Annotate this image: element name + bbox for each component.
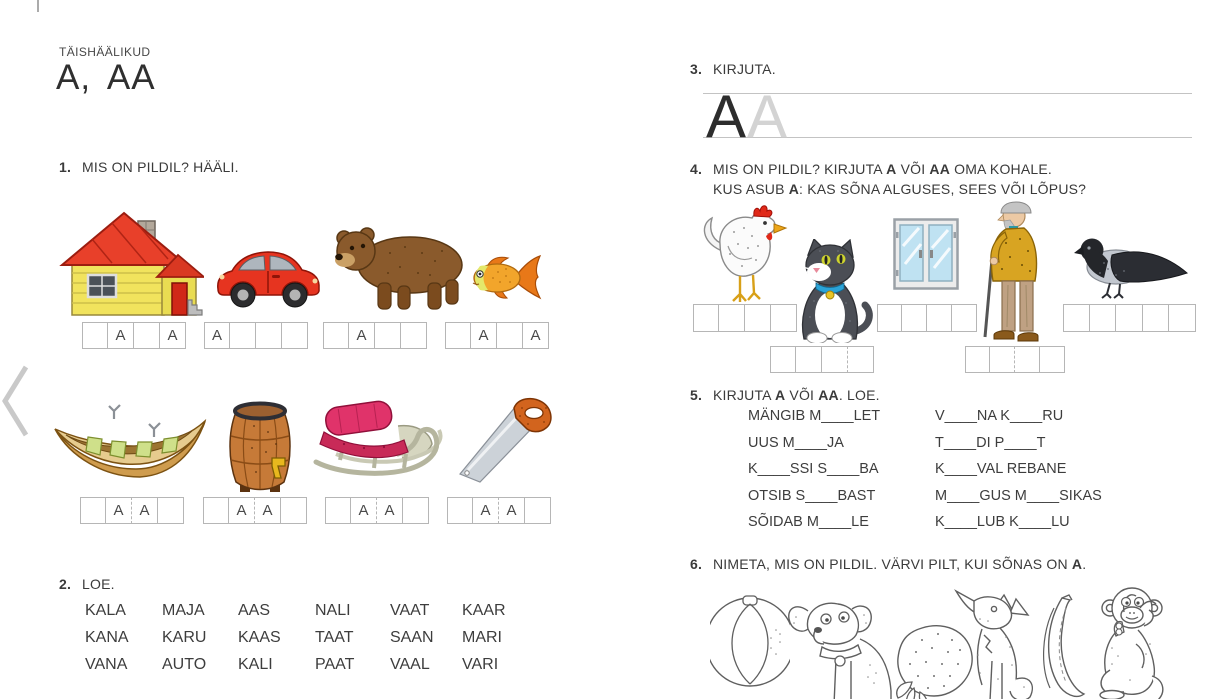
word: PAAT [315, 656, 355, 673]
saw-image [458, 396, 554, 484]
exercise-6-heading [690, 556, 1086, 572]
word: MAJA [162, 602, 205, 619]
letter-cell: A [473, 497, 499, 524]
house-image [54, 201, 204, 323]
word-grid [85, 602, 532, 683]
letter-box-boat [80, 497, 184, 524]
car-image [212, 237, 324, 311]
letter-box-crow [1063, 304, 1196, 332]
window-image [893, 218, 959, 292]
letter-cell [822, 346, 848, 373]
word: VAAT [390, 602, 430, 619]
sled-image [310, 398, 446, 482]
exercise-5-heading [690, 387, 880, 403]
fill-in-line: K____SSI S____BA [748, 461, 879, 478]
letter-cell [401, 322, 427, 349]
word-column-1 [85, 602, 162, 683]
fill-in-line: UUS M____JA [748, 434, 844, 451]
letter-cell [1169, 304, 1196, 332]
letter-cell [447, 497, 473, 524]
letter-cell [281, 497, 307, 524]
word: KANA [85, 629, 129, 646]
exercise-1-heading [59, 159, 239, 175]
bear-image [330, 223, 466, 311]
exercise-2-number: 2. [59, 576, 72, 592]
previous-page-chevron-icon[interactable] [1, 362, 29, 440]
banana-outline-image [1032, 594, 1088, 699]
letter-cell: A [351, 497, 377, 524]
fill-in-line: MÄNGIB M____LET [748, 408, 881, 424]
letter-cell [877, 304, 902, 332]
cat-image [786, 239, 874, 343]
word-column-2 [162, 602, 238, 683]
letter-cell: A [377, 497, 403, 524]
letter-cell [445, 322, 471, 349]
word: VAAL [390, 656, 430, 673]
letter-cell [1116, 304, 1143, 332]
letter-cell [325, 497, 351, 524]
fox-outline-image [950, 589, 1036, 699]
letter-cell [990, 346, 1015, 373]
letter-cell [230, 322, 256, 349]
boat-image [52, 391, 208, 483]
letter-cell: A [499, 497, 525, 524]
word: SAAN [390, 629, 434, 646]
letter-box-barrel [203, 497, 307, 524]
letter-box-cat [770, 346, 874, 373]
letter-cell [1015, 346, 1040, 373]
letter-box-fish [445, 322, 549, 349]
word: VARI [462, 656, 499, 673]
barrel-image [224, 398, 296, 494]
word: AAS [238, 602, 271, 619]
word-column-6 [462, 602, 532, 683]
letter-cell [770, 346, 796, 373]
letter-cell [719, 304, 745, 332]
chicken-image [698, 202, 788, 306]
letter-box-bear [323, 322, 427, 349]
letter-cell [1090, 304, 1117, 332]
section-kicker: TÄISHÄÄLIKUD [59, 45, 151, 59]
letter-cell [82, 322, 108, 349]
exercise-6-number: 6. [690, 556, 703, 572]
fill-in-line: T____DI P____T [935, 434, 1046, 451]
letter-cell [134, 322, 160, 349]
letter-box-old-man [965, 346, 1065, 373]
trace-letter-dark: A [706, 83, 747, 150]
word: KAAS [238, 629, 281, 646]
exercise-4-number: 4. [690, 161, 703, 177]
letter-cell [80, 497, 106, 524]
letter-cell [1040, 346, 1065, 373]
exercise-3-number: 3. [690, 61, 703, 77]
fill-in-line: V____NA K____RU [935, 408, 1064, 424]
word: TAAT [315, 629, 354, 646]
dog-outline-image [778, 595, 900, 699]
word-column-4 [315, 602, 390, 683]
letter-cell: A [160, 322, 186, 349]
word-column-5 [390, 602, 462, 683]
fill-in-line: K____LUB K____LU [935, 514, 1070, 531]
page-edge-mark [37, 0, 39, 12]
exercise-3-heading [690, 61, 776, 77]
fill-in-line: M____GUS M____SIKAS [935, 487, 1102, 504]
letter-cell [848, 346, 874, 373]
exercise-5-title: KIRJUTA A VÕI AA. LOE. [713, 387, 880, 403]
letter-cell: A [229, 497, 255, 524]
letter-cell: A [349, 322, 375, 349]
letter-cell [375, 322, 401, 349]
exercise-1-title: MIS ON PILDIL? HÄÄLI. [82, 159, 239, 175]
fill-in-column-1 [748, 408, 880, 541]
letter-cell [403, 497, 429, 524]
letter-box-saw [447, 497, 551, 524]
letter-cell: A [108, 322, 134, 349]
word: MARI [462, 629, 502, 646]
fill-in-column-2 [935, 408, 1102, 541]
word: VANA [85, 656, 128, 673]
exercise-6-title: NIMETA, MIS ON PILDIL. VÄRVI PILT, KUI SÕNAS ON A. [713, 556, 1087, 572]
exercise-2-heading [59, 576, 115, 592]
letter-cell: A [132, 497, 158, 524]
letter-cell: A [204, 322, 230, 349]
exercise-5-number: 5. [690, 387, 703, 403]
old-man-image [976, 199, 1050, 345]
word: KAAR [462, 602, 506, 619]
letter-cell [497, 322, 523, 349]
letter-cell [1143, 304, 1170, 332]
letter-box-sled [325, 497, 429, 524]
word: KARU [162, 629, 207, 646]
exercise-4-heading-line1 [690, 161, 1052, 177]
word: AUTO [162, 656, 207, 673]
fill-in-line: SÕIDAB M____LE [748, 514, 869, 531]
fill-in-line: K____VAL REBANE [935, 461, 1067, 478]
monkey-outline-image [1086, 584, 1172, 699]
word: NALI [315, 602, 351, 619]
letter-cell: A [106, 497, 132, 524]
letter-cell [323, 322, 349, 349]
crow-image [1074, 233, 1189, 299]
word: KALA [85, 602, 126, 619]
exercise-4-heading-line2: KUS ASUB A: KAS SÕNA ALGUSES, SEES VÕI LÕPUS? [713, 181, 1087, 197]
fill-in-line: OTSIB S____BAST [748, 487, 876, 504]
exercise-1-number: 1. [59, 159, 72, 175]
letter-cell [927, 304, 952, 332]
letter-cell [771, 304, 797, 332]
letter-cell: A [523, 322, 549, 349]
page-title: A, AA [56, 58, 156, 97]
letter-cell [525, 497, 551, 524]
word-column-3 [238, 602, 315, 683]
letter-box-chicken [693, 304, 797, 332]
exercise-3-title: KIRJUTA. [713, 61, 776, 77]
letter-cell [282, 322, 308, 349]
letter-cell [796, 346, 822, 373]
letter-cell [203, 497, 229, 524]
letter-cell [952, 304, 977, 332]
letter-cell [745, 304, 771, 332]
letter-box-house [82, 322, 186, 349]
letter-cell [1063, 304, 1090, 332]
trace-letter-light: A [747, 83, 788, 150]
letter-cell [158, 497, 184, 524]
fish-image [466, 252, 546, 302]
letter-cell: A [255, 497, 281, 524]
letter-cell [256, 322, 282, 349]
word: KALI [238, 656, 273, 673]
letter-box-window [877, 304, 977, 332]
exercise-4-title-line1: MIS ON PILDIL? KIRJUTA A VÕI AA OMA KOHALE. [713, 161, 1053, 177]
letter-cell [693, 304, 719, 332]
letter-box-car [204, 322, 308, 349]
letter-cell [902, 304, 927, 332]
letter-cell: A [471, 322, 497, 349]
exercise-2-title: LOE. [82, 576, 115, 592]
letter-cell [965, 346, 990, 373]
